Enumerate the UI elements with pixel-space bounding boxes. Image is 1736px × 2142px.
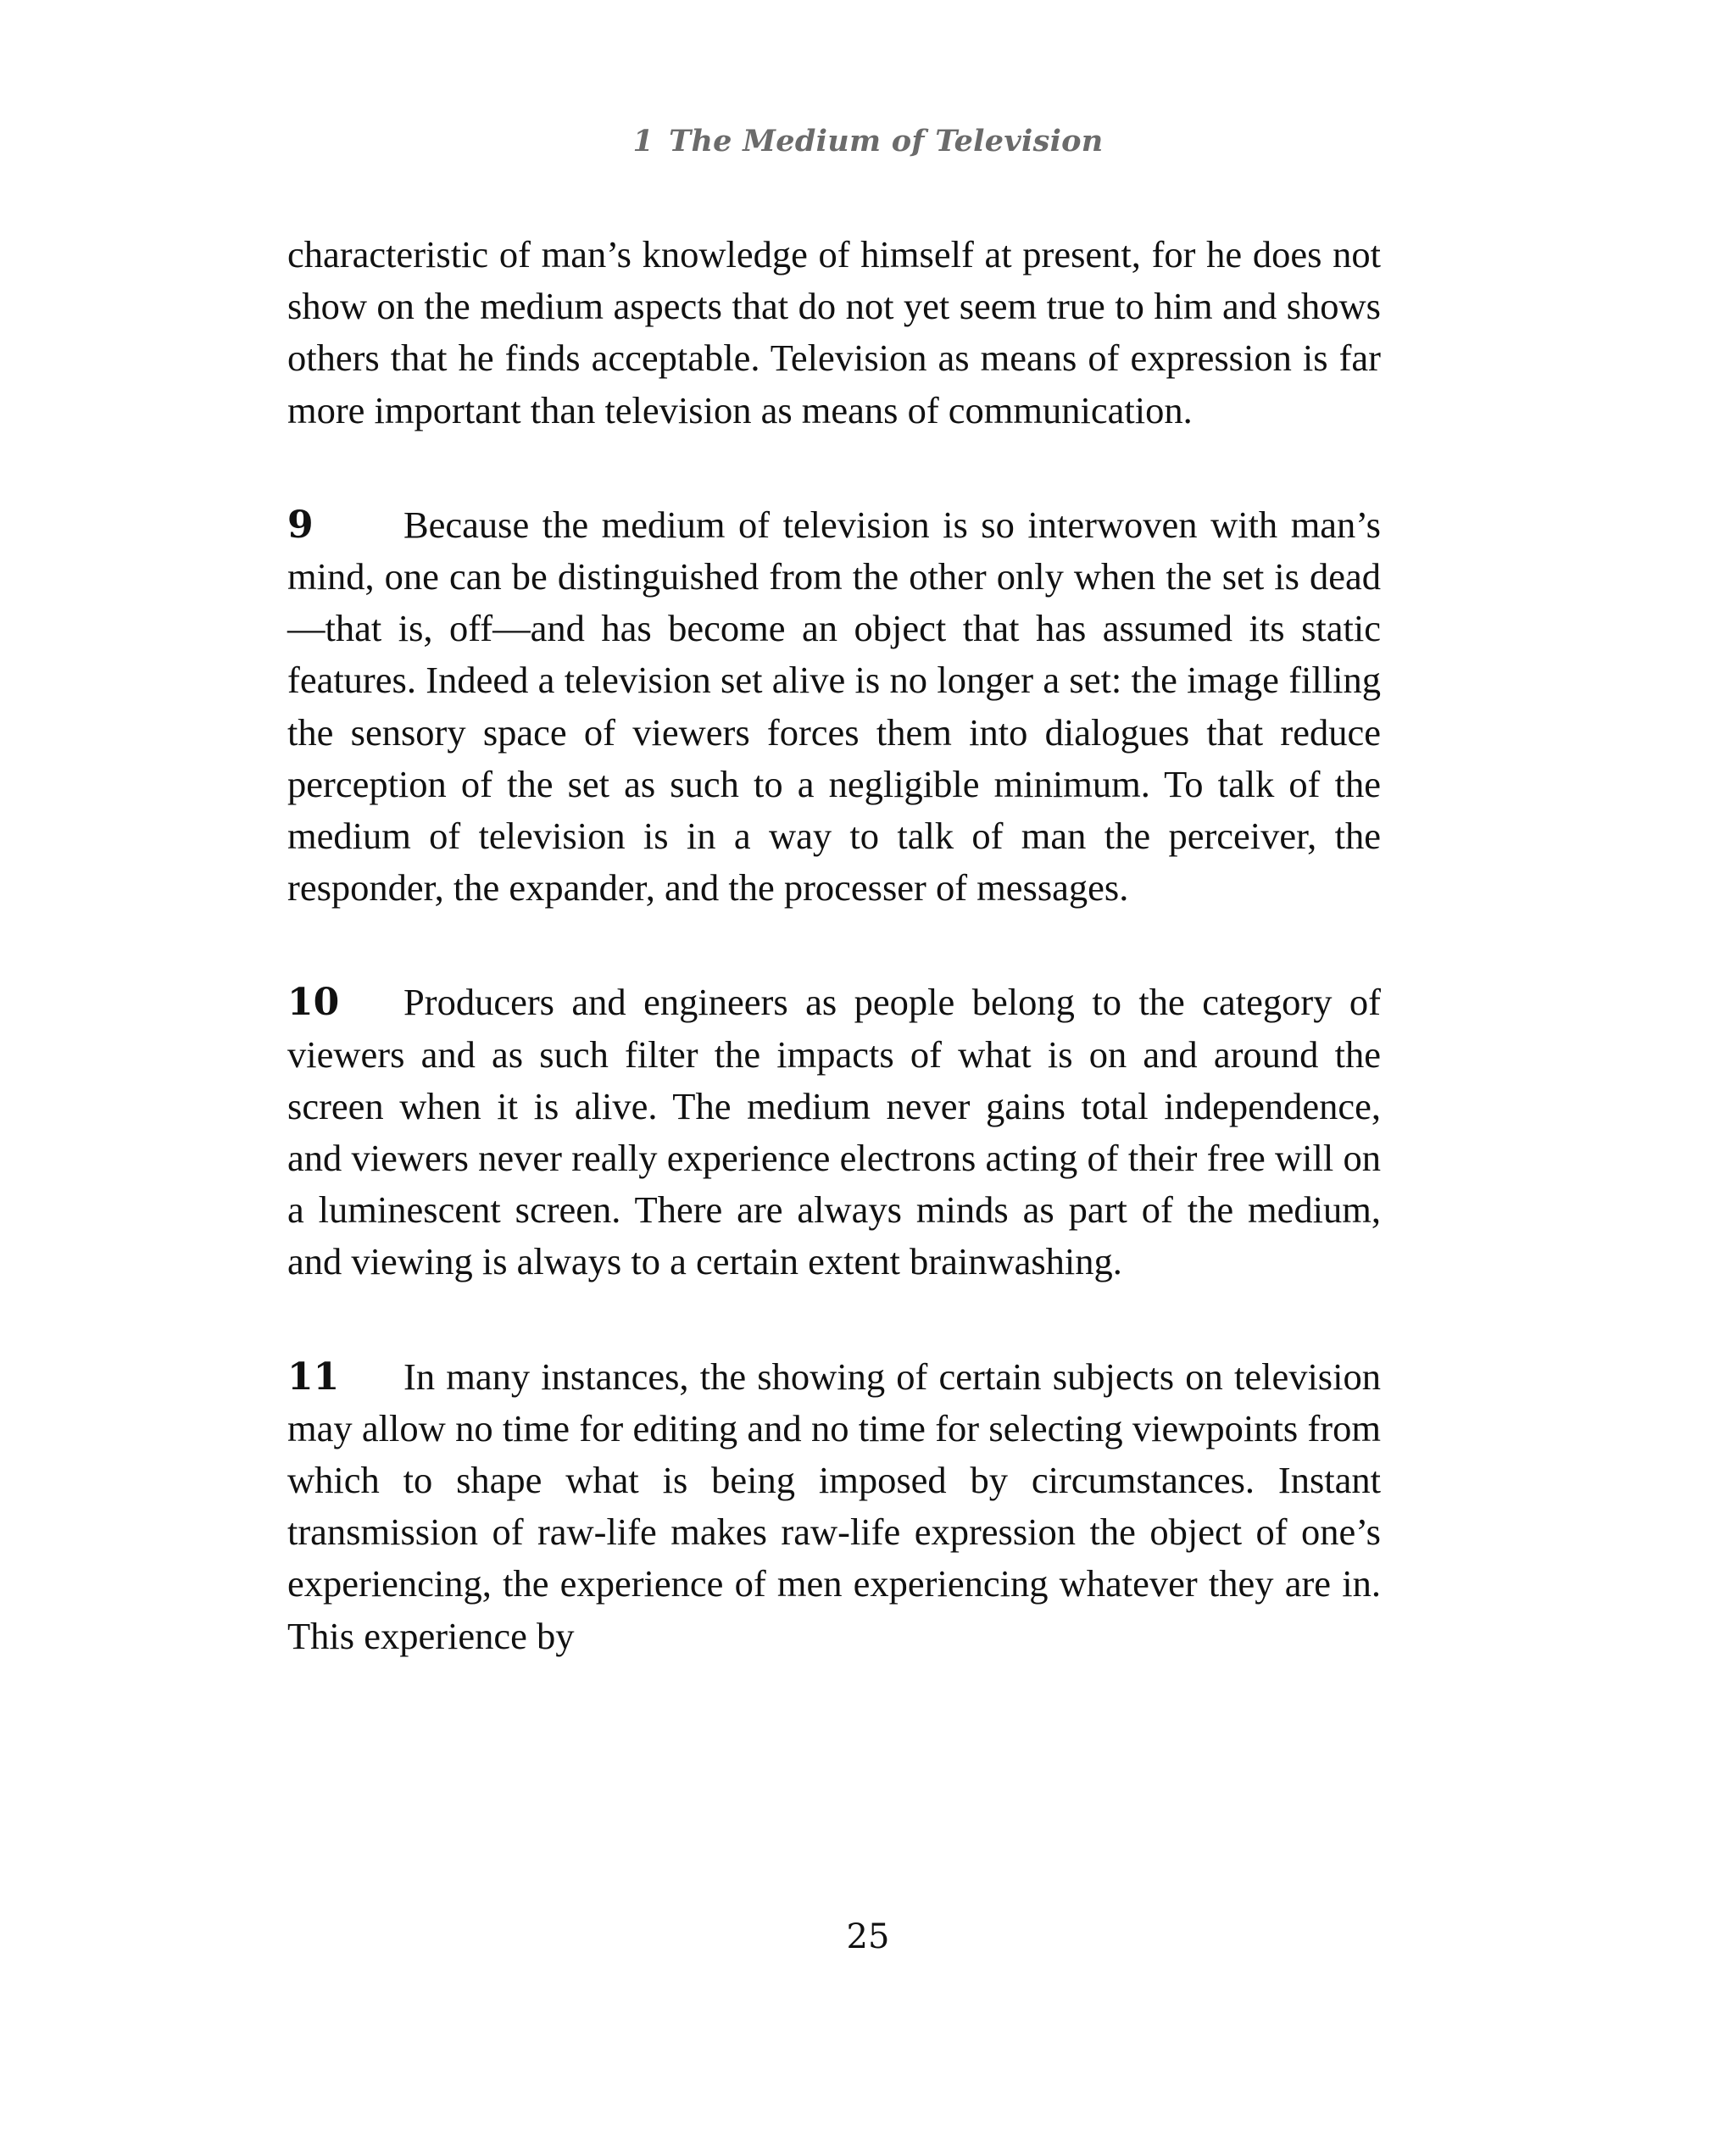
paragraph-10 bbox=[287, 976, 1381, 1288]
paragraph-text: Producers and engineers as people belong to the category of viewers and as such filter the impacts of what is on and around the screen when it is alive. The medium never gains total independence, and viewers never really experience electrons acting of their free will on a luminescent screen. There are always minds as part of the medium, and viewing is always to a certain extent brainwashing. bbox=[287, 981, 1381, 1283]
paragraph-continued bbox=[287, 229, 1381, 437]
paragraph-text: In many instances, the showing of certain subjects on television may allow no time for editing and no time for selecting viewpoints from which to shape what is being imposed by circumstances. Instant transmission of raw-life makes raw-life expression the object of one’s experiencing, the experience of men experiencing whatever they are in. This experience by bbox=[287, 1355, 1381, 1657]
paragraph-text: Because the medium of television is so interwoven with man’s mind, one can be distinguished from the other only when the set is dead—that is, off—and has become an object that has assumed its static features. Indeed a television set alive is no longer a set: the image filling the sensory space of viewers forces them into dialogues that reduce perception of the set as such to a negligible minimum. To talk of the medium of television is in a way to talk of man the perceiver, the responder, the expander, and the processer of messages. bbox=[287, 503, 1381, 910]
chapter-number: 1 bbox=[632, 124, 654, 159]
body-text bbox=[287, 229, 1381, 1662]
paragraph-number: 10 bbox=[287, 981, 340, 1025]
paragraph-number: 9 bbox=[287, 503, 314, 547]
paragraph-9 bbox=[287, 499, 1381, 915]
paragraph-text: characteristic of man’s knowledge of himself at present, for he does not show on the medium aspects that do not yet seem true to him and shows others that he finds acceptable. Television as means of expression is far more important than television as means of communication. bbox=[287, 233, 1381, 431]
paragraph-number: 11 bbox=[287, 1355, 340, 1399]
page-number: 25 bbox=[846, 1917, 890, 1956]
running-head bbox=[0, 124, 1736, 159]
chapter-title: The Medium of Television bbox=[669, 124, 1104, 159]
paragraph-11 bbox=[287, 1351, 1381, 1662]
